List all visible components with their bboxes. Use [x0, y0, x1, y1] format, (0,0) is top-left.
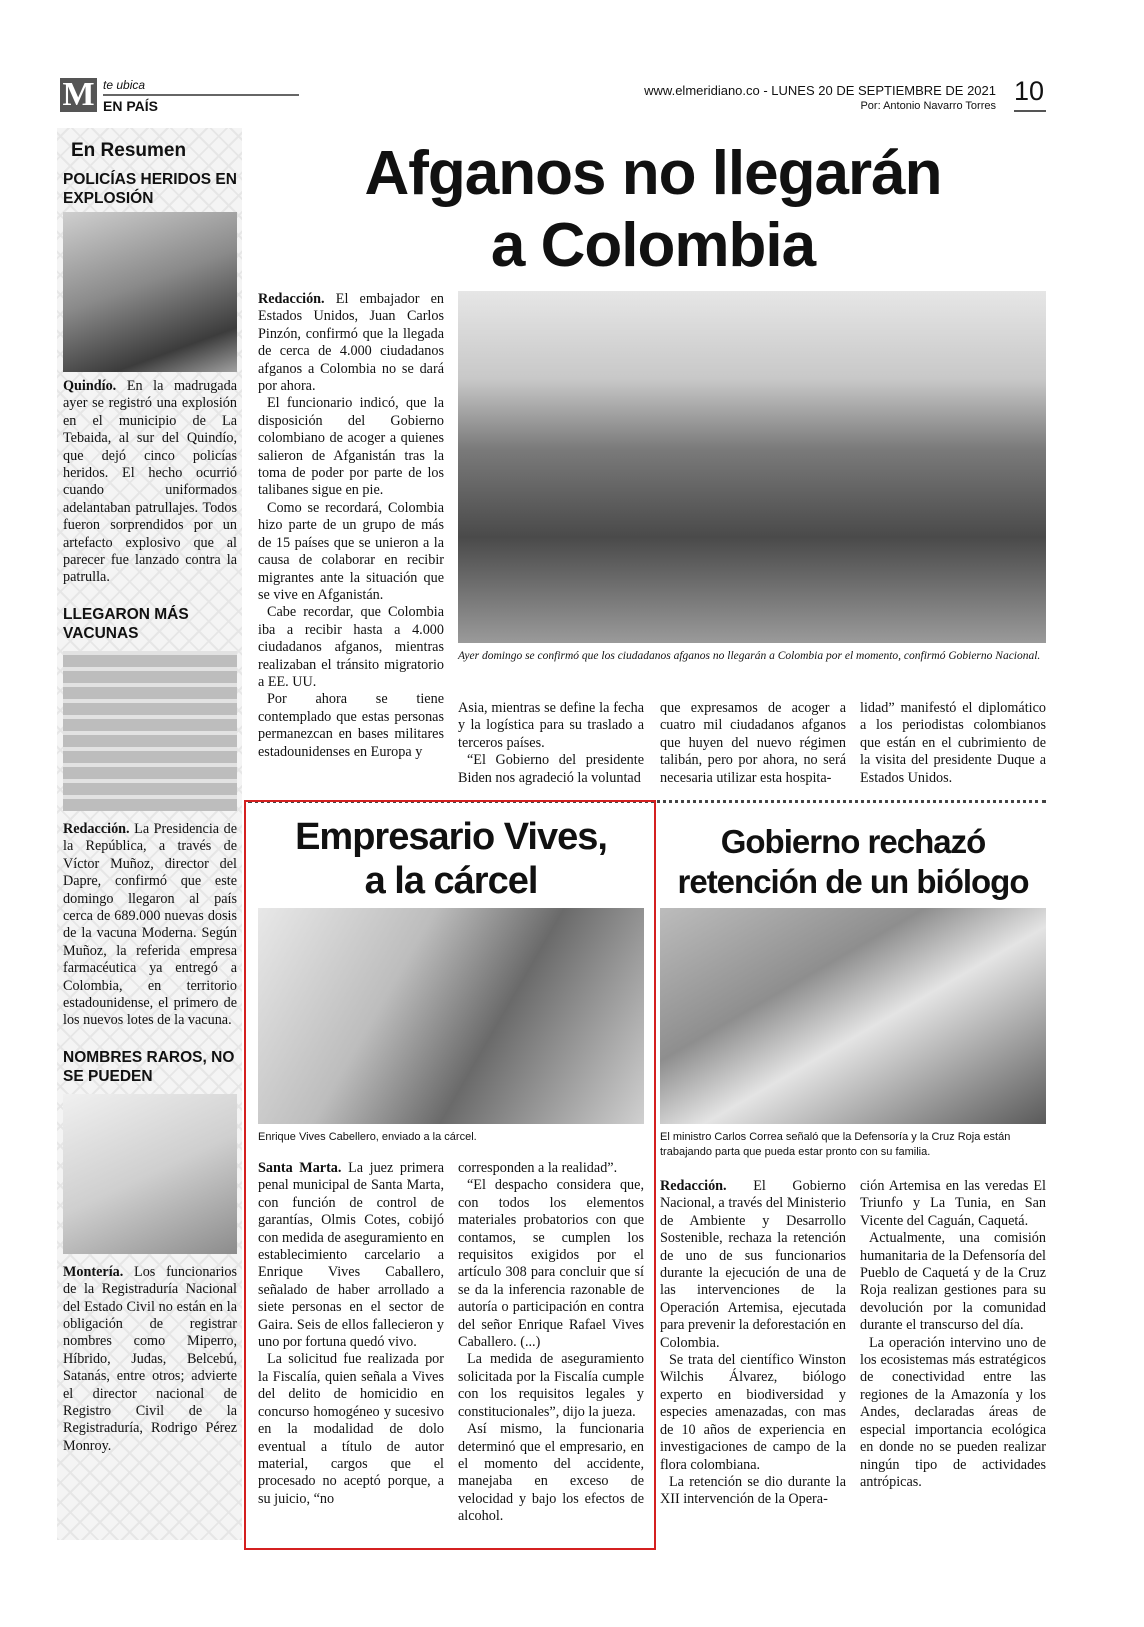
biologo-headline-line-1: Gobierno rechazó — [720, 823, 986, 860]
biologo-photo-caption: El ministro Carlos Correa señaló que la Defensoría y la Cruz Roja están trabajando parta que pueda estar pronto con su familia. — [660, 1131, 1011, 1158]
sidebar-story-3: Montería. Los funcionarios de la Registraduría Nacional del Estado Civil no están en la obligación de registrar nombres como Miperro, Híbrido, Judas, Belcebú, Satanás, entre otros; advierte el director nacional de Registro Civil de la Registraduría, Rodrigo Pérez Monroy. — [63, 1263, 237, 1454]
byline: Por: Antonio Navarro Torres — [860, 100, 996, 112]
sidebar-photo-police — [63, 212, 237, 372]
page-number-rule — [1014, 110, 1046, 112]
sidebar-story-1: Quindío. En la madrugada ayer se registró una explosión en el municipio de La Tebaida, al sur del Quindío, que dejó cinco policías heridos. El hecho ocurrió cuando uniformados adelantaban patrullajes. Todos fueron sorprendidos por un artefacto explosivo que al parecer fue lanzado contra la patrulla. — [63, 378, 237, 586]
sidebar — [63, 140, 237, 1455]
sidebar-story-2: Redacción. La Presidencia de la República, a través de Víctor Muñoz, director del Dapre, confirmó que este domingo llegaron al país cerca de 689.000 nuevas dosis de la vacuna Moderna. Según Muñoz, la referida empresa farmacéutica ya entregó a Colombia, en territorio estadounidense, el primero de los nuevos lotes de la vacuna. — [63, 820, 237, 1029]
page-number: 10 — [1014, 76, 1045, 106]
sidebar-headline-3: NOMBRES RAROS, NO SE PUEDEN — [63, 1048, 235, 1085]
section-name: EN PAÍS — [103, 98, 158, 114]
biologo-story-col-2: ción Artemisa en las veredas El Triunfo y La Tunia, en San Vicente del Caguán, Caquetá. Actualmente, una comisión humanitaria de la Defensoría del Pueblo de Caquetá y de la Cruz Roja realizan gestiones para su devolución por la comunidad durante el transcurso del día. La operación intervino uno de los ecosistemas más estratégicos de conectividad entre las regiones de la Amazonía y los Andes, declaradas áreas de especial importancia ecológica en donde no se pueden realizar ningún tipo de actividades antrópicas. — [860, 1178, 1046, 1490]
main-headline — [258, 138, 1048, 282]
biologo-headline — [655, 822, 1051, 902]
masthead: www.elmeridiano.co - LUNES 20 DE SEPTIEMBRE DE 2021 — [644, 83, 996, 98]
main-story-col-1: Redacción. El embajador en Estados Unidos, Juan Carlos Pinzón, confirmó que la llegada de cerca de 4.000 ciudadanos afganos a Colombia no se dará por ahora. El funcionario indicó, que la disposición del Gobierno colombiano de acoger a quienes salieron de Afganistán tras la toma de poder por parte de los talibanes sigue en pie. Como se recordará, Colombia hizo parte de un grupo de más de 15 países que se unieron a la causa de colaborar en recibir migrantes ante la situación que se vive en Afganistán. Cabe recordar, que Colombia iba a recibir hasta a 4.000 ciudadanos afganos, mientras realizaban el tránsito migratorio a EE. UU. Por ahora se tiene contemplado que estas personas permanezcan en bases militares estadounidenses en Europa y — [258, 291, 444, 760]
sidebar-photo-vaccines — [63, 651, 237, 811]
biologo-photo-minister — [660, 908, 1046, 1124]
sidebar-headline-1: POLICÍAS HERIDOS EN EXPLOSIÓN — [63, 171, 237, 207]
vives-headline-line-1: Empresario Vives, — [295, 816, 607, 858]
vives-photo-caption: Enrique Vives Cabellero, enviado a la cárcel. — [258, 1131, 477, 1143]
main-story-col-4: lidad” manifestó el diplomático a los periodistas colombianos que están en el cubrimiento de la visita del presidente Duque a Estados Unidos. — [860, 700, 1046, 786]
main-photo-afghan-refugees — [458, 291, 1046, 643]
biologo-headline-line-2: retención de un biólogo — [677, 863, 1029, 900]
main-headline-line-1: Afganos no llegarán — [364, 139, 942, 208]
biologo-story-col-1: Redacción. El Gobierno Nacional, a través del Ministerio de Ambiente y Desarrollo Sostenible, rechaza la retención de uno de sus funcionarios durante la ejecución de una de las intervenciones de la Operación Artemisa, ejecutada para prevenir la deforestación en Colombia. Se trata del científico Winston Wilchis Álvarez, biólogo experto en biodiversidad y especies amenazadas, con mas de 10 años de experiencia en investigaciones de campo de la flora colombiana. La retención se dio durante la XII intervención de la Opera- — [660, 1178, 846, 1508]
vives-story-col-2: corresponden a la realidad”. “El despacho considera que, con todos los elementos materiales probatorios con que contamos, se cumplen los requisitos exigidos por el artículo 308 para concluir que sí se da la inferencia razonable de autoría o participación en contra del señor Enrique Rafael Vives Caballero. (...) La medida de aseguramiento solicitada por la Fiscalía cumple con los requisitos legales y constitucionales”, dijo la jueza. Así mismo, la funcionaria determinó que el empresario, en el momento del accidente, manejaba en exceso de velocidad y bajo los efectos de alcohol. — [458, 1160, 644, 1525]
logo-mark: M — [60, 78, 97, 112]
main-photo-caption: Ayer domingo se confirmó que los ciudadanos afganos no llegarán a Colombia por el momento, confirmó Gobierno Nacional. — [458, 650, 1041, 662]
vives-photo — [258, 908, 644, 1124]
main-story-col-3: que expresamos de acoger a cuatro mil ciudadanos afganos que huyen del nuevo régimen talibán, pero por ahora, no será necesaria utilizar esta hospita- — [660, 700, 846, 786]
vives-headline-line-2: a la cárcel — [364, 860, 538, 902]
sidebar-title: En Resumen — [71, 140, 187, 161]
section-tag: te ubica — [103, 78, 146, 92]
vives-headline — [258, 815, 644, 903]
sidebar-headline-2: LLEGARON MÁS VACUNAS — [63, 605, 189, 642]
sidebar-photo-registry-form — [63, 1094, 237, 1254]
main-story-col-2: Asia, mientras se define la fecha y la logística para su traslado a terceros países. “El Gobierno del presidente Biden nos agradeció la voluntad — [458, 700, 644, 786]
main-headline-line-2: a Colombia — [490, 211, 816, 280]
section-rule — [103, 94, 299, 96]
vives-story-col-1: Santa Marta. La juez primera penal municipal de Santa Marta, con función de control de garantías, Olmis Cotes, cobijó con medida de aseguramiento en establecimiento carcelario a Enrique Vives Caballero, señalado de haber arrollado a siete personas en el sector de Gaira. Seis de ellos fallecieron y uno por fortuna quedó vivo. La solicitud fue realizada por la Fiscalía, quien señala a Vives del delito de homicidio en concurso homogéneo y sucesivo en la modalidad de dolo eventual a título de autor material, cargos que el procesado no aceptó porque, a su juicio, “no — [258, 1160, 444, 1507]
